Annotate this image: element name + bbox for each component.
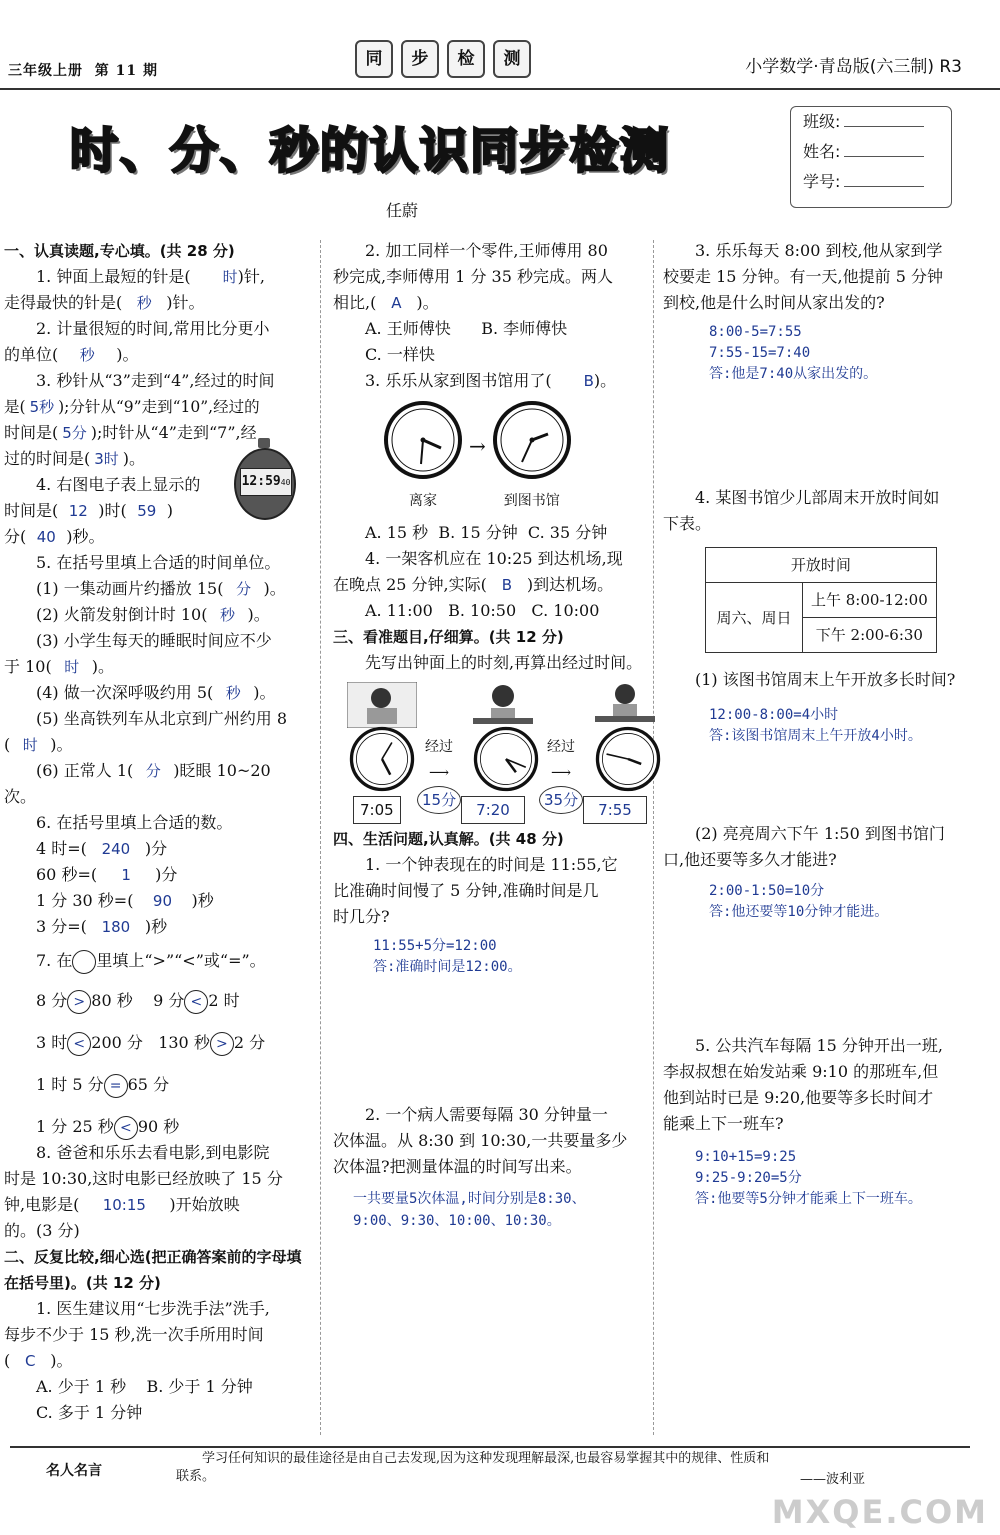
answer: 12 (68, 502, 88, 520)
digital-watch (232, 438, 296, 522)
column-1 (4, 238, 310, 1426)
answer: 秒 (79, 346, 95, 364)
section-3-heading: 三、看准题目,仔细算。(共 12 分) (333, 628, 564, 646)
question: 3. 秒针从“3”走到“4”,经过的时间 (36, 371, 275, 390)
question: 时是 10:30,这时电影已经放映了 15 分 (4, 1169, 283, 1188)
name-field[interactable]: 姓名: (791, 137, 951, 167)
answer: 秒 (219, 606, 235, 624)
question: 6. 在括号里填上合适的数。 (36, 813, 233, 832)
instruction: 先写出钟面上的时刻,再算出经过时间。 (365, 653, 643, 672)
answer: 时 (22, 736, 38, 754)
banner (355, 40, 531, 78)
answer: < (67, 1032, 91, 1056)
clock-pair (383, 400, 643, 514)
question: 时几分? (333, 907, 390, 926)
banner-char: 检 (447, 40, 485, 78)
footer-quote (10, 1446, 970, 1488)
arrow-right-icon: ⟶ (429, 765, 450, 781)
table-cell: 下午 2:00-6:30 (803, 618, 937, 653)
answer: 5秒 (29, 398, 55, 416)
column-divider (320, 240, 321, 1435)
answer: 15分 (417, 786, 461, 814)
question: 校要走 15 分钟。有一天,他提前 5 分钟 (663, 267, 943, 286)
clock-icon (595, 726, 661, 792)
clock-label: 到图书馆 (503, 493, 560, 509)
question: 1. 钟面上最短的针是( 时)针, (4, 264, 310, 290)
child-illustration-icon (595, 682, 655, 728)
option-row: A. 11:00 B. 10:50 C. 10:00 (365, 601, 600, 620)
question: (4) 做一次深呼吸约用 5( 秒 )。 (4, 680, 310, 706)
watch-seconds: 40 (280, 478, 291, 487)
empty-circle-icon (72, 950, 96, 974)
quote-label: 名人名言 (46, 1463, 102, 1479)
question: 是( 5秒 );分针从“9”走到“10”,经过的 (4, 398, 260, 416)
quote-text: 学习任何知识的最佳途径是由自己去发现,因为这种发现理解最深,也最容易掌握其中的规律、性质和 联系。 (176, 1451, 770, 1484)
subject-label: 小学数学·青岛版(六三制) R3 (745, 57, 962, 77)
comparison: 1 时 5 分 = 65 分 (4, 1072, 310, 1098)
answer: 时 (64, 658, 80, 676)
time-box: 7:05 (353, 796, 401, 824)
question: (2) 亮亮周六下午 1:50 到图书馆门 (695, 824, 945, 843)
question: 次体温?把测量体温的时间写出来。 (333, 1157, 582, 1176)
question: ( C )。 (4, 1348, 310, 1374)
answer: B (501, 576, 513, 594)
grade-label: 三年级上册 第 11 期 (8, 63, 158, 79)
arrow-right-icon: → (469, 434, 486, 458)
worked-answer: 一共要量5次体温,时间分别是8:30、 9:00、9:30、10:00、10:30。 (353, 1191, 586, 1229)
pass-label-group (539, 734, 583, 814)
question: 次。 (4, 787, 37, 806)
question: 2. 计量很短的时间,常用比分更小 (36, 319, 270, 338)
question: (2) 火箭发射倒计时 10( 秒 )。 (4, 602, 310, 628)
answer: = (104, 1074, 128, 1098)
answer: 秒 (225, 684, 241, 702)
question: 1 分 30 秒=( 90 )秒 (4, 888, 310, 914)
class-field[interactable]: 班级: (791, 107, 951, 137)
question: 5. 公共汽车每隔 15 分钟开出一班, (695, 1036, 943, 1055)
question: (5) 坐高铁列车从北京到广州约用 8 (36, 709, 288, 728)
answer: 240 (101, 840, 131, 858)
answer: > (67, 990, 91, 1014)
answer: > (210, 1032, 234, 1056)
question: 5. 在括号里填上合适的时间单位。 (36, 553, 281, 572)
column-3 (663, 238, 973, 1210)
answer: 分 (145, 762, 161, 780)
option-row: C. 一样快 (365, 345, 435, 364)
question: (6) 正常人 1( 分 )眨眼 10~20 (4, 758, 310, 784)
opening-hours-table (705, 547, 937, 653)
clock-icon (349, 726, 415, 792)
question: (3) 小学生每天的睡眠时间应不少 (36, 631, 272, 650)
question: 每步不少于 15 秒,洗一次手所用时间 (4, 1325, 264, 1344)
question: 过的时间是( 3时 )。 (4, 449, 146, 468)
child-illustration-icon (347, 682, 417, 728)
header-divider (0, 88, 1000, 90)
answer: 90 (152, 892, 172, 910)
clock-icon (383, 400, 463, 480)
clock-label: 离家 (409, 493, 437, 509)
answer: 10:15 (102, 1196, 146, 1214)
question: 他到站时已是 9:20,他要等多长时间才 (663, 1088, 934, 1107)
option-row: C. 多于 1 分钟 (36, 1403, 143, 1422)
question: 李叔叔想在始发站乘 9:10 的那班车,但 (663, 1062, 939, 1081)
question: 60 秒=( 1 )分 (4, 862, 310, 888)
answer: 时 (222, 268, 238, 286)
question: (1) 一集动画片约播放 15( 分 )。 (4, 576, 310, 602)
question: 的单位( 秒 )。 (4, 342, 310, 368)
section-4-heading: 四、生活问题,认真解。(共 48 分) (333, 830, 564, 848)
worked-answer: 12:00-8:00=4小时 答:该图书馆周末上午开放4小时。 (709, 707, 922, 744)
watermark: MXQE.COM (771, 1493, 988, 1531)
answer: B (583, 372, 594, 390)
time-box: 7:20 (461, 796, 525, 824)
question: 时间是( 5分 );时针从“4”走到“7”,经 (4, 423, 257, 442)
question: 到校,他是什么时间从家出发的? (663, 293, 885, 312)
comparison: 3 时 < 200 分 130 秒 > 2 分 (4, 1030, 310, 1056)
answer: 1 (121, 866, 131, 884)
page-title: 时、分、秒的认识同步检测 (70, 123, 671, 179)
question: 8. 爸爸和乐乐去看电影,到电影院 (36, 1143, 270, 1162)
answer: 40 (36, 528, 56, 546)
worked-answer: 11:55+5分=12:00 答:准确时间是12:00。 (373, 938, 522, 975)
question: (1) 该图书馆周末上午开放多长时间? (695, 670, 956, 689)
question: 1. 医生建议用“七步洗手法”洗手, (36, 1299, 270, 1318)
column-2 (333, 238, 643, 1232)
question: 在晚点 25 分钟,实际( B )到达机场。 (333, 572, 643, 598)
pass-label: 经过 (425, 739, 454, 755)
question: 4 时=( 240 )分 (4, 836, 310, 862)
clock-sequence (333, 682, 643, 822)
id-field[interactable]: 学号: (791, 167, 951, 197)
section-1-heading: 一、认真读题,专心填。(共 28 分) (4, 242, 235, 260)
quote-attribution: ——波利亚 (800, 1472, 866, 1487)
question: 4. 某图书馆少儿部周末开放时间如 (695, 488, 940, 507)
question: 的。(3 分) (4, 1221, 80, 1240)
issue-label: 第 11 期 (94, 63, 158, 79)
table-cell: 上午 8:00-12:00 (803, 583, 937, 618)
answer: 3时 (94, 450, 119, 468)
arrow-right-icon: ⟶ (551, 765, 572, 781)
answer: A (391, 294, 402, 312)
banner-char: 同 (355, 40, 393, 78)
answer: 5分 (62, 424, 87, 442)
option-row: A. 王师傅快 B. 李师傅快 (365, 319, 568, 338)
pass-label-group (417, 734, 461, 814)
column-divider (653, 240, 654, 1435)
answer: C (25, 1352, 36, 1370)
question: 能乘上下一班车? (663, 1114, 784, 1133)
worked-answer: 2:00-1:50=10分 答:他还要等10分钟才能进。 (709, 883, 889, 920)
pass-label: 经过 (547, 739, 576, 755)
question: 3. 乐乐从家到图书馆用了( B)。 (333, 368, 643, 394)
answer: 秒 (136, 294, 152, 312)
question: 比准确时间慢了 5 分钟,准确时间是几 (333, 881, 599, 900)
banner-char: 测 (493, 40, 531, 78)
table-cell: 周六、周日 (706, 583, 803, 653)
question: 相比,( A )。 (333, 290, 643, 316)
question: 次体温。从 8:30 到 10:30,一共要量多少 (333, 1131, 628, 1150)
question: 1. 一个钟表现在的时间是 11:55,它 (365, 855, 618, 874)
question: 3 分=( 180 )秒 (4, 914, 310, 940)
question: ( 时 )。 (4, 732, 310, 758)
question: 下表。 (663, 514, 712, 533)
question: 4. 右图电子表上显示的 (36, 475, 201, 494)
author: 任蔚 (386, 201, 419, 220)
question: 口,他还要等多久才能进? (663, 850, 837, 869)
question: 7. 在 里填上“>”“<”或“=”。 (4, 948, 310, 974)
answer: < (184, 990, 208, 1014)
comparison: 1 分 25 秒 < 90 秒 (4, 1114, 310, 1140)
table-header: 开放时间 (706, 548, 937, 583)
time-box: 7:55 (583, 796, 647, 824)
student-info-box (790, 106, 952, 208)
answer: 59 (137, 502, 157, 520)
child-illustration-icon (473, 682, 533, 728)
answer: < (114, 1116, 138, 1140)
question: 于 10( 时 )。 (4, 654, 310, 680)
worked-answer: 9:10+15=9:25 9:25-9:20=5分 答:他要等5分钟才能乘上下一班车。 (695, 1149, 922, 1207)
question: 2. 一个病人需要每隔 30 分钟量一 (365, 1105, 608, 1124)
clock-icon (473, 726, 539, 792)
question: 时间是( 12 )时( 59 ) (4, 498, 310, 524)
question: 秒完成,李师傅用 1 分 35 秒完成。两人 (333, 267, 613, 286)
section-2-heading: 二、反复比较,细心选(把正确答案前的字母填在括号里)。(共 12 分) (4, 1248, 302, 1292)
worked-answer: 8:00-5=7:55 7:55-15=7:40 答:他是7:40从家出发的。 (709, 324, 878, 382)
option-row: A. 少于 1 秒 B. 少于 1 分钟 (36, 1377, 253, 1396)
question: 3. 乐乐每天 8:00 到校,他从家到学 (695, 241, 943, 260)
question: 分( 40 )秒。 (4, 524, 310, 550)
question: 2. 加工同样一个零件,王师傅用 80 (365, 241, 608, 260)
question: 4. 一架客机应在 10:25 到达机场,现 (365, 549, 623, 568)
comparison: 8 分 > 80 秒 9 分 < 2 时 (4, 988, 310, 1014)
question: 走得最快的针是( 秒 )针。 (4, 290, 310, 316)
question: 钟,电影是( 10:15 )开始放映 (4, 1192, 310, 1218)
option-row: A. 15 秒 B. 15 分钟 C. 35 分钟 (365, 523, 608, 542)
answer: 分 (235, 580, 251, 598)
banner-char: 步 (401, 40, 439, 78)
answer: 35分 (539, 786, 583, 814)
watch-display: 12:59 (241, 474, 281, 489)
answer: 180 (101, 918, 131, 936)
clock-icon (492, 400, 572, 480)
